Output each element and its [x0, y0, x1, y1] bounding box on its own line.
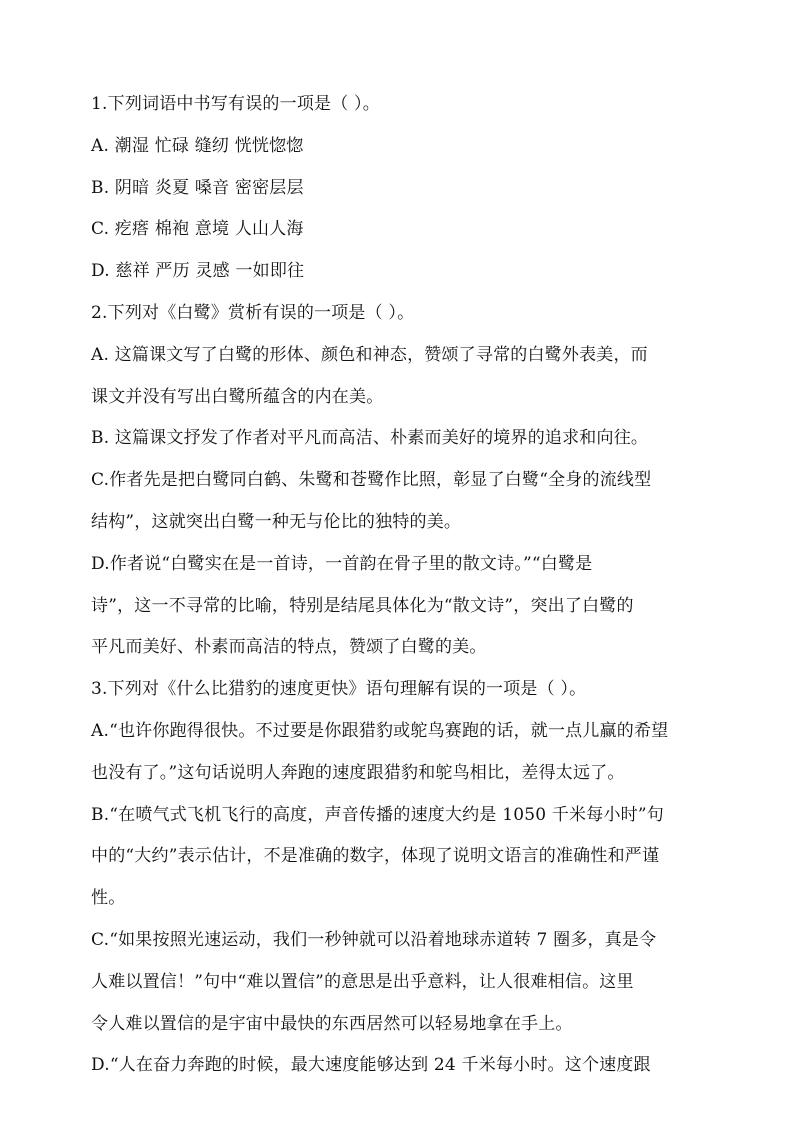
option-line: C.作者先是把白鹭同白鹤、朱鹭和苍鹭作比照，彰显了白鹭“全身的流线型 [91, 470, 652, 491]
question-stem: 2.下列对《白鹭》赏析有误的一项是（ ）。 [91, 302, 415, 323]
option-line: B. 这篇课文抒发了作者对平凡而高洁、朴素而美好的境界的追求和向往。 [91, 428, 649, 449]
option-d: D. 慈祥 严历 灵感 一如即往 [91, 261, 305, 282]
option-a [91, 335, 703, 419]
option-line: A. 这篇课文写了白鹭的形体、颜色和神态，赞颂了寻常的白鹭外表美，而 [91, 344, 648, 365]
page-content [91, 84, 703, 1087]
option-line: D.“人在奋力奔跑的时候，最大速度能够达到 24 千米每小时。这个速度跟 [91, 1055, 651, 1076]
option-d [91, 1045, 703, 1087]
question-2 [91, 293, 703, 669]
option-c [91, 920, 703, 1045]
option-a [91, 711, 703, 795]
option-b [91, 795, 703, 920]
option-line: A.“也许你跑得很快。不过要是你跟猎豹或鸵鸟赛跑的话，就一点儿赢的希望 [91, 720, 669, 741]
option-b [91, 418, 703, 460]
option-line: 中的“大约”表示估计，不是准确的数字，体现了说明文语言的准确性和严谨 [91, 846, 660, 867]
option-line: 平凡而美好、朴素而高洁的特点，赞颂了白鹭的美。 [91, 637, 487, 658]
question-1 [91, 84, 703, 293]
option-line: 也没有了。”这句话说明人奔跑的速度跟猎豹和鸵鸟相比，差得太远了。 [91, 762, 625, 783]
option-line: 课文并没有写出白鹭所蕴含的内在美。 [91, 386, 384, 407]
option-line: B.“在喷气式飞机飞行的高度，声音传播的速度大约是 1050 千米每小时”句 [91, 804, 664, 825]
option-line: 性。 [91, 888, 126, 909]
option-line: 人难以置信！”句中“难以置信”的意思是出乎意料，让人很难相信。这里 [91, 971, 634, 992]
option-line: 令人难以置信的是宇宙中最快的东西居然可以轻易地拿在手上。 [91, 1013, 573, 1034]
option-line: 诗”，这一不寻常的比喻，特别是结尾具体化为“散文诗”，突出了白鹭的 [91, 595, 634, 616]
option-a: A. 潮湿 忙碌 缝纫 恍恍惚惚 [91, 135, 304, 156]
question-stem: 3.下列对《什么比猎豹的速度更快》语句理解有误的一项是（ ）。 [91, 679, 587, 700]
question-stem: 1.下列词语中书写有误的一项是（ ）。 [91, 94, 380, 114]
option-b: B. 阴暗 炎夏 嗓音 密密层层 [91, 177, 304, 198]
option-line: D.作者说“白鹭实在是一首诗，一首韵在骨子里的散文诗。”“白鹭是 [91, 553, 593, 574]
option-c [91, 460, 703, 544]
question-3 [91, 669, 703, 1087]
option-line: 结构”，这就突出白鹭一种无与伦比的独特的美。 [91, 511, 462, 532]
option-line: C.“如果按照光速运动，我们一秒钟就可以沿着地球赤道转 7 圈多，真是令 [91, 929, 657, 950]
option-c: C. 疙瘩 棉袍 意境 人山人海 [91, 219, 304, 240]
option-d [91, 544, 703, 669]
